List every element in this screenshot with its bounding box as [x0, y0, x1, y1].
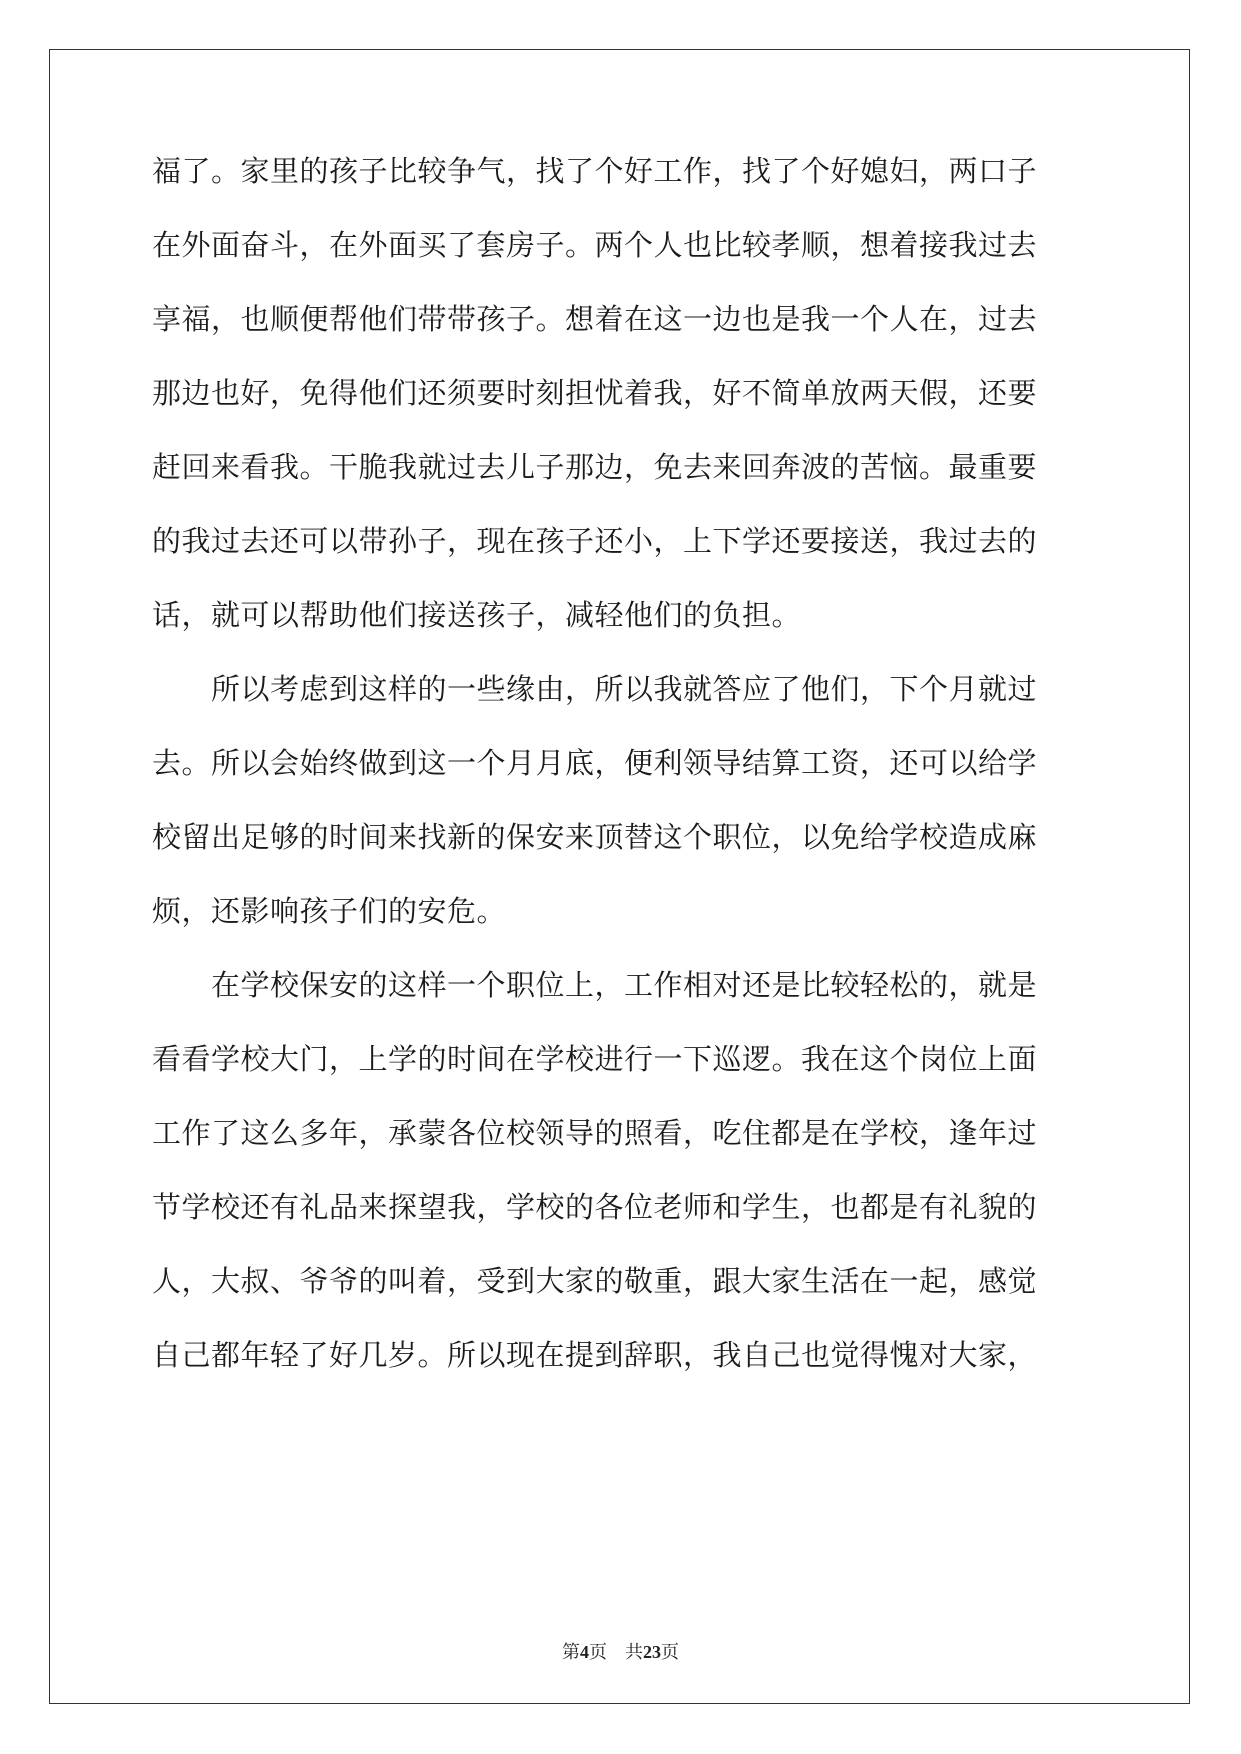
- text-line: 福了。家里的孩子比较争气，找了个好工作，找了个好媳妇，两口子: [152, 154, 1038, 188]
- page-number: 4: [580, 1642, 589, 1662]
- text-line: 赶回来看我。干脆我就过去儿子那边，免去来回奔波的苦恼。最重要: [152, 450, 1038, 484]
- text-line: 节学校还有礼品来探望我，学校的各位老师和学生，也都是有礼貌的: [152, 1190, 1038, 1224]
- page-prefix: 第: [562, 1642, 580, 1663]
- text-line: 烦，还影响孩子们的安危。: [152, 894, 507, 928]
- text-line: 的我过去还可以带孙子，现在孩子还小，上下学还要接送，我过去的: [152, 524, 1038, 558]
- text-line: 自己都年轻了好几岁。所以现在提到辞职，我自己也觉得愧对大家，: [152, 1338, 1038, 1372]
- text-line: 工作了这么多年，承蒙各位校领导的照看，吃住都是在学校，逢年过: [152, 1116, 1038, 1150]
- text-line: 话，就可以帮助他们接送孩子，减轻他们的负担。: [152, 598, 802, 632]
- total-suffix: 页: [661, 1642, 679, 1663]
- text-line: 去。所以会始终做到这一个月月底，便利领导结算工资，还可以给学: [152, 746, 1038, 780]
- text-line: 校留出足够的时间来找新的保安来顶替这个职位，以免给学校造成麻: [152, 820, 1038, 854]
- page-footer: [0, 1638, 1241, 1664]
- page-suffix: 页: [589, 1642, 607, 1663]
- text-line: 所以考虑到这样的一些缘由，所以我就答应了他们，下个月就过: [152, 672, 1038, 706]
- text-line: 人，大叔、爷爷的叫着，受到大家的敬重，跟大家生活在一起，感觉: [152, 1264, 1038, 1298]
- text-line: 在外面奋斗，在外面买了套房子。两个人也比较孝顺，想着接我过去: [152, 228, 1038, 262]
- total-prefix: 共: [625, 1642, 643, 1663]
- total-pages: 23: [643, 1642, 661, 1662]
- text-line: 看看学校大门，上学的时间在学校进行一下巡逻。我在这个岗位上面: [152, 1042, 1038, 1076]
- text-line: 那边也好，免得他们还须要时刻担忧着我，好不简单放两天假，还要: [152, 376, 1038, 410]
- text-line: 享福，也顺便帮他们带带孩子。想着在这一边也是我一个人在，过去: [152, 302, 1038, 336]
- text-line: 在学校保安的这样一个职位上，工作相对还是比较轻松的，就是: [152, 968, 1038, 1002]
- page-border: [49, 49, 1190, 1704]
